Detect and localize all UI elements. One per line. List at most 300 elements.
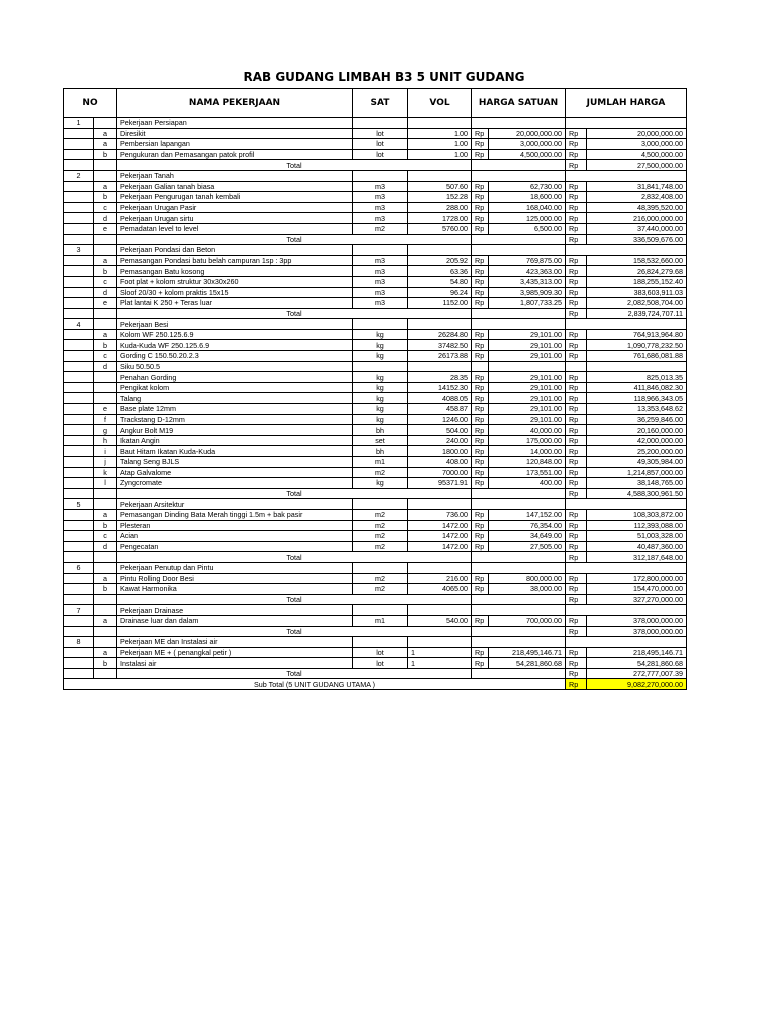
currency-label: Rp — [472, 520, 489, 531]
currency-label: Rp — [472, 149, 489, 160]
currency-label: Rp — [472, 298, 489, 309]
item-unit-price: 400.00 — [489, 478, 566, 489]
empty-cell — [566, 637, 687, 648]
item-amount: 1,090,778,232.50 — [587, 340, 687, 351]
currency-label: Rp — [566, 488, 587, 499]
item-unit-price: 29,101.00 — [489, 404, 566, 415]
item-volume: 37482.50 — [408, 340, 472, 351]
currency-label: Rp — [472, 192, 489, 203]
item-unit-price: 423,363.00 — [489, 266, 566, 277]
empty-cell — [472, 626, 566, 637]
item-letter: l — [94, 478, 117, 489]
empty-cell — [472, 170, 566, 181]
item-name: Talang — [117, 393, 353, 404]
currency-label: Rp — [566, 446, 587, 457]
item-amount: 154,470,000.00 — [587, 584, 687, 595]
empty-cell — [94, 488, 117, 499]
section-number: 3 — [64, 245, 94, 256]
item-amount: 2,832,408.00 — [587, 192, 687, 203]
empty-cell — [472, 668, 566, 679]
item-row — [64, 266, 687, 277]
item-unit: m2 — [353, 509, 408, 520]
currency-label: Rp — [566, 467, 587, 478]
item-row — [64, 298, 687, 309]
item-unit-price: 29,101.00 — [489, 329, 566, 340]
currency-label: Rp — [566, 329, 587, 340]
item-unit-price: 27,505.00 — [489, 541, 566, 552]
item-letter: d — [94, 287, 117, 298]
item-name: Plesteran — [117, 520, 353, 531]
item-row — [64, 435, 687, 446]
empty-cell — [64, 573, 94, 584]
item-amount: 2,082,508,704.00 — [587, 298, 687, 309]
subtotal-row — [64, 679, 687, 690]
empty-cell — [94, 626, 117, 637]
item-row — [64, 149, 687, 160]
currency-label: Rp — [566, 658, 587, 669]
section-number: 6 — [64, 562, 94, 573]
item-row — [64, 541, 687, 552]
section-row — [64, 562, 687, 573]
currency-label: Rp — [472, 541, 489, 552]
currency-label: Rp — [472, 393, 489, 404]
item-name: Pembersian lapangan — [117, 139, 353, 150]
currency-label: Rp — [472, 351, 489, 362]
item-row — [64, 467, 687, 478]
item-row — [64, 404, 687, 415]
currency-label: Rp — [566, 457, 587, 468]
item-amount: 3,000,000.00 — [587, 139, 687, 150]
empty-cell — [353, 562, 408, 573]
empty-cell — [64, 139, 94, 150]
item-unit: m3 — [353, 213, 408, 224]
empty-cell — [94, 319, 117, 330]
item-volume: 736.00 — [408, 509, 472, 520]
item-unit: kg — [353, 404, 408, 415]
empty-cell — [64, 626, 94, 637]
currency-label: Rp — [472, 414, 489, 425]
empty-cell — [472, 562, 566, 573]
empty-cell — [408, 605, 472, 616]
section-title: Pekerjaan Penutup dan Pintu — [117, 562, 353, 573]
item-name: Pekerjaan Urugan sirtu — [117, 213, 353, 224]
item-name: Siku 50.50.5 — [117, 361, 353, 372]
currency-label: Rp — [472, 457, 489, 468]
header-sat: SAT — [353, 89, 408, 118]
section-total-amount: 4,588,300,961.50 — [587, 488, 687, 499]
item-amount: 40,487,360.00 — [587, 541, 687, 552]
header-vol: VOL — [408, 89, 472, 118]
empty-cell — [472, 488, 566, 499]
section-total-amount: 27,500,000.00 — [587, 160, 687, 171]
empty-cell — [64, 509, 94, 520]
item-row — [64, 287, 687, 298]
item-row — [64, 213, 687, 224]
currency-label: Rp — [472, 573, 489, 584]
section-row — [64, 499, 687, 510]
item-row — [64, 276, 687, 287]
empty-cell — [94, 499, 117, 510]
item-letter: e — [94, 404, 117, 415]
item-amount: 761,686,081.88 — [587, 351, 687, 362]
empty-cell — [64, 414, 94, 425]
item-name: Sloof 20/30 + kolom praktis 15x15 — [117, 287, 353, 298]
item-unit-price: 120,848.00 — [489, 457, 566, 468]
section-total-amount: 336,509,676.00 — [587, 234, 687, 245]
item-row — [64, 393, 687, 404]
item-name: Trackstang D-12mm — [117, 414, 353, 425]
item-letter: e — [94, 298, 117, 309]
empty-cell — [64, 223, 94, 234]
currency-label: Rp — [566, 594, 587, 605]
total-label: Total — [117, 488, 472, 499]
empty-cell — [94, 308, 117, 319]
currency-label: Rp — [566, 615, 587, 626]
empty-cell — [64, 531, 94, 542]
item-amount: 20,000,000.00 — [587, 128, 687, 139]
item-unit-price: 40,000.00 — [489, 425, 566, 436]
currency-label: Rp — [472, 287, 489, 298]
currency-label: Rp — [566, 478, 587, 489]
currency-label: Rp — [566, 202, 587, 213]
item-unit: bh — [353, 446, 408, 457]
currency-label: Rp — [566, 584, 587, 595]
currency-label: Rp — [472, 329, 489, 340]
currency-label: Rp — [566, 181, 587, 192]
item-name: Pengecatan — [117, 541, 353, 552]
item-unit: lot — [353, 658, 408, 669]
currency-label: Rp — [472, 435, 489, 446]
empty-cell — [472, 234, 566, 245]
empty-cell — [64, 329, 94, 340]
item-unit-price: 29,101.00 — [489, 382, 566, 393]
empty-cell — [353, 499, 408, 510]
empty-cell — [64, 467, 94, 478]
item-unit-price: 4,500,000.00 — [489, 149, 566, 160]
empty-cell — [64, 584, 94, 595]
item-letter: f — [94, 414, 117, 425]
item-unit-price: 29,101.00 — [489, 414, 566, 425]
empty-cell — [94, 668, 117, 679]
item-volume: 1246.00 — [408, 414, 472, 425]
empty-cell — [64, 202, 94, 213]
item-letter — [94, 393, 117, 404]
currency-label: Rp — [566, 668, 587, 679]
item-name: Gording C 150.50.20.2.3 — [117, 351, 353, 362]
empty-cell — [489, 361, 566, 372]
section-total-row — [64, 668, 687, 679]
empty-cell — [353, 319, 408, 330]
section-number: 4 — [64, 319, 94, 330]
item-volume: 540.00 — [408, 615, 472, 626]
header-nama: NAMA PEKERJAAN — [117, 89, 353, 118]
section-number: 2 — [64, 170, 94, 181]
item-name: Pengikat kolom — [117, 382, 353, 393]
currency-label: Rp — [472, 128, 489, 139]
currency-label: Rp — [566, 414, 587, 425]
item-volume: 1472.00 — [408, 531, 472, 542]
item-row — [64, 382, 687, 393]
item-volume: 1.00 — [408, 128, 472, 139]
item-unit: lot — [353, 139, 408, 150]
empty-cell — [64, 213, 94, 224]
empty-cell — [94, 160, 117, 171]
currency-label: Rp — [566, 509, 587, 520]
empty-cell — [64, 287, 94, 298]
item-unit-price: 218,495,146.71 — [489, 647, 566, 658]
item-unit-price: 175,000.00 — [489, 435, 566, 446]
item-amount: 158,532,660.00 — [587, 255, 687, 266]
item-unit-price: 18,600.00 — [489, 192, 566, 203]
item-name: Atap Galvalome — [117, 467, 353, 478]
item-letter: a — [94, 329, 117, 340]
empty-cell — [64, 520, 94, 531]
currency-label: Rp — [566, 276, 587, 287]
item-volume: 26284.80 — [408, 329, 472, 340]
item-unit-price: 147,152.00 — [489, 509, 566, 520]
item-row — [64, 223, 687, 234]
empty-cell — [64, 128, 94, 139]
empty-cell — [64, 457, 94, 468]
currency-label: Rp — [566, 372, 587, 383]
section-total-row — [64, 488, 687, 499]
item-amount: 37,440,000.00 — [587, 223, 687, 234]
item-letter: b — [94, 658, 117, 669]
currency-label: Rp — [472, 615, 489, 626]
item-unit: kg — [353, 393, 408, 404]
empty-cell — [64, 488, 94, 499]
item-amount: 54,281,860.68 — [587, 658, 687, 669]
currency-label: Rp — [472, 202, 489, 213]
document-title: RAB GUDANG LIMBAH B3 5 UNIT GUDANG — [243, 70, 525, 84]
item-amount: 31,841,748.00 — [587, 181, 687, 192]
item-volume: 1.00 — [408, 139, 472, 150]
item-volume: 14152.30 — [408, 382, 472, 393]
item-volume: 1 — [408, 658, 472, 669]
item-volume: 288.00 — [408, 202, 472, 213]
item-unit: m2 — [353, 520, 408, 531]
item-unit: m2 — [353, 531, 408, 542]
currency-label: Rp — [566, 149, 587, 160]
empty-cell — [64, 404, 94, 415]
item-unit — [353, 361, 408, 372]
item-name: Base plate 12mm — [117, 404, 353, 415]
empty-cell — [566, 499, 687, 510]
item-unit-price: 29,101.00 — [489, 340, 566, 351]
currency-label: Rp — [472, 467, 489, 478]
currency-label: Rp — [472, 139, 489, 150]
section-row — [64, 170, 687, 181]
item-unit-price: 62,730.00 — [489, 181, 566, 192]
item-volume: 7000.00 — [408, 467, 472, 478]
item-name: Pekerjaan Pengurugan tanah kembali — [117, 192, 353, 203]
item-row — [64, 192, 687, 203]
currency-label: Rp — [566, 435, 587, 446]
section-total-amount: 378,000,000.00 — [587, 626, 687, 637]
item-name: Pemasangan Batu kosong — [117, 266, 353, 277]
item-unit: kg — [353, 329, 408, 340]
empty-cell — [587, 361, 687, 372]
currency-label: Rp — [472, 276, 489, 287]
item-amount: 36,259,846.00 — [587, 414, 687, 425]
section-number: 7 — [64, 605, 94, 616]
item-volume: 1.00 — [408, 149, 472, 160]
item-unit: kg — [353, 372, 408, 383]
item-letter: i — [94, 446, 117, 457]
item-row — [64, 573, 687, 584]
item-letter: c — [94, 531, 117, 542]
empty-cell — [64, 446, 94, 457]
item-amount: 383,603,911.03 — [587, 287, 687, 298]
item-letter: d — [94, 541, 117, 552]
item-volume: 408.00 — [408, 457, 472, 468]
rab-table — [63, 88, 687, 690]
empty-cell — [64, 340, 94, 351]
item-volume: 458.87 — [408, 404, 472, 415]
item-name: Angkur Bolt M19 — [117, 425, 353, 436]
empty-cell — [94, 245, 117, 256]
item-row — [64, 255, 687, 266]
empty-cell — [94, 562, 117, 573]
empty-cell — [64, 615, 94, 626]
item-unit-price: 3,000,000.00 — [489, 139, 566, 150]
header-row — [64, 89, 687, 118]
empty-cell — [64, 658, 94, 669]
empty-cell — [64, 149, 94, 160]
section-total-row — [64, 160, 687, 171]
section-number: 8 — [64, 637, 94, 648]
empty-cell — [472, 361, 489, 372]
item-volume — [408, 361, 472, 372]
item-volume: 504.00 — [408, 425, 472, 436]
empty-cell — [64, 393, 94, 404]
empty-cell — [64, 361, 94, 372]
currency-label: Rp — [566, 287, 587, 298]
item-unit-price: 29,101.00 — [489, 351, 566, 362]
item-name: Acian — [117, 531, 353, 542]
section-total-amount: 327,270,000.00 — [587, 594, 687, 605]
item-unit-price: 6,500.00 — [489, 223, 566, 234]
item-unit-price: 125,000.00 — [489, 213, 566, 224]
item-volume: 152.28 — [408, 192, 472, 203]
item-unit: m1 — [353, 457, 408, 468]
section-row — [64, 605, 687, 616]
currency-label: Rp — [566, 223, 587, 234]
empty-cell — [353, 118, 408, 129]
currency-label: Rp — [566, 255, 587, 266]
item-unit: kg — [353, 478, 408, 489]
empty-cell — [472, 160, 566, 171]
currency-label: Rp — [472, 658, 489, 669]
empty-cell — [64, 255, 94, 266]
empty-cell — [64, 372, 94, 383]
currency-label: Rp — [566, 647, 587, 658]
item-row — [64, 520, 687, 531]
currency-label: Rp — [472, 266, 489, 277]
item-amount: 26,824,279.68 — [587, 266, 687, 277]
empty-cell — [472, 605, 566, 616]
item-letter: j — [94, 457, 117, 468]
currency-label: Rp — [472, 647, 489, 658]
item-row — [64, 478, 687, 489]
empty-cell — [472, 552, 566, 563]
currency-label: Rp — [472, 382, 489, 393]
subtotal-currency: Rp — [566, 679, 587, 690]
item-amount: 118,966,343.05 — [587, 393, 687, 404]
item-volume: 1472.00 — [408, 541, 472, 552]
item-row — [64, 647, 687, 658]
item-row — [64, 446, 687, 457]
empty-cell — [472, 637, 566, 648]
empty-cell — [94, 170, 117, 181]
currency-label: Rp — [566, 266, 587, 277]
header-jumlah: JUMLAH HARGA — [566, 89, 687, 118]
item-letter: a — [94, 647, 117, 658]
empty-cell — [472, 118, 566, 129]
empty-cell — [94, 234, 117, 245]
item-letter: b — [94, 266, 117, 277]
item-unit-price: 3,435,313.00 — [489, 276, 566, 287]
item-unit: kg — [353, 382, 408, 393]
item-amount: 216,000,000.00 — [587, 213, 687, 224]
total-label: Total — [117, 234, 472, 245]
item-volume: 4065.00 — [408, 584, 472, 595]
currency-label: Rp — [566, 308, 587, 319]
item-unit-price: 3,985,909.30 — [489, 287, 566, 298]
section-total-row — [64, 594, 687, 605]
empty-cell — [353, 170, 408, 181]
item-unit: m3 — [353, 266, 408, 277]
item-volume: 96.24 — [408, 287, 472, 298]
item-unit-price: 54,281,860.68 — [489, 658, 566, 669]
currency-label: Rp — [566, 552, 587, 563]
item-letter: a — [94, 181, 117, 192]
empty-cell — [408, 118, 472, 129]
item-amount: 378,000,000.00 — [587, 615, 687, 626]
section-row — [64, 319, 687, 330]
item-volume: 28.35 — [408, 372, 472, 383]
item-row — [64, 340, 687, 351]
currency-label: Rp — [472, 531, 489, 542]
item-unit: m2 — [353, 573, 408, 584]
item-letter: b — [94, 584, 117, 595]
currency-label: Rp — [566, 298, 587, 309]
item-unit-price: 173,551.00 — [489, 467, 566, 478]
item-name: Kolom WF 250.125.6.9 — [117, 329, 353, 340]
item-unit: m3 — [353, 192, 408, 203]
item-letter: a — [94, 255, 117, 266]
item-unit-price: 34,649.00 — [489, 531, 566, 542]
item-volume: 1728.00 — [408, 213, 472, 224]
item-letter: g — [94, 425, 117, 436]
section-title: Pekerjaan Besi — [117, 319, 353, 330]
empty-cell — [64, 478, 94, 489]
total-label: Total — [117, 668, 472, 679]
empty-cell — [94, 118, 117, 129]
item-letter: b — [94, 340, 117, 351]
item-name: Zyngcromate — [117, 478, 353, 489]
empty-cell — [472, 499, 566, 510]
section-title: Pekerjaan Pondasi dan Beton — [117, 245, 353, 256]
empty-cell — [566, 562, 687, 573]
empty-cell — [353, 605, 408, 616]
currency-label: Rp — [566, 520, 587, 531]
empty-cell — [64, 192, 94, 203]
item-unit: m3 — [353, 298, 408, 309]
item-letter: a — [94, 509, 117, 520]
item-name: Pemasangan Dinding Bata Merah tinggi 1.5m + bak pasir — [117, 509, 353, 520]
item-letter: e — [94, 223, 117, 234]
